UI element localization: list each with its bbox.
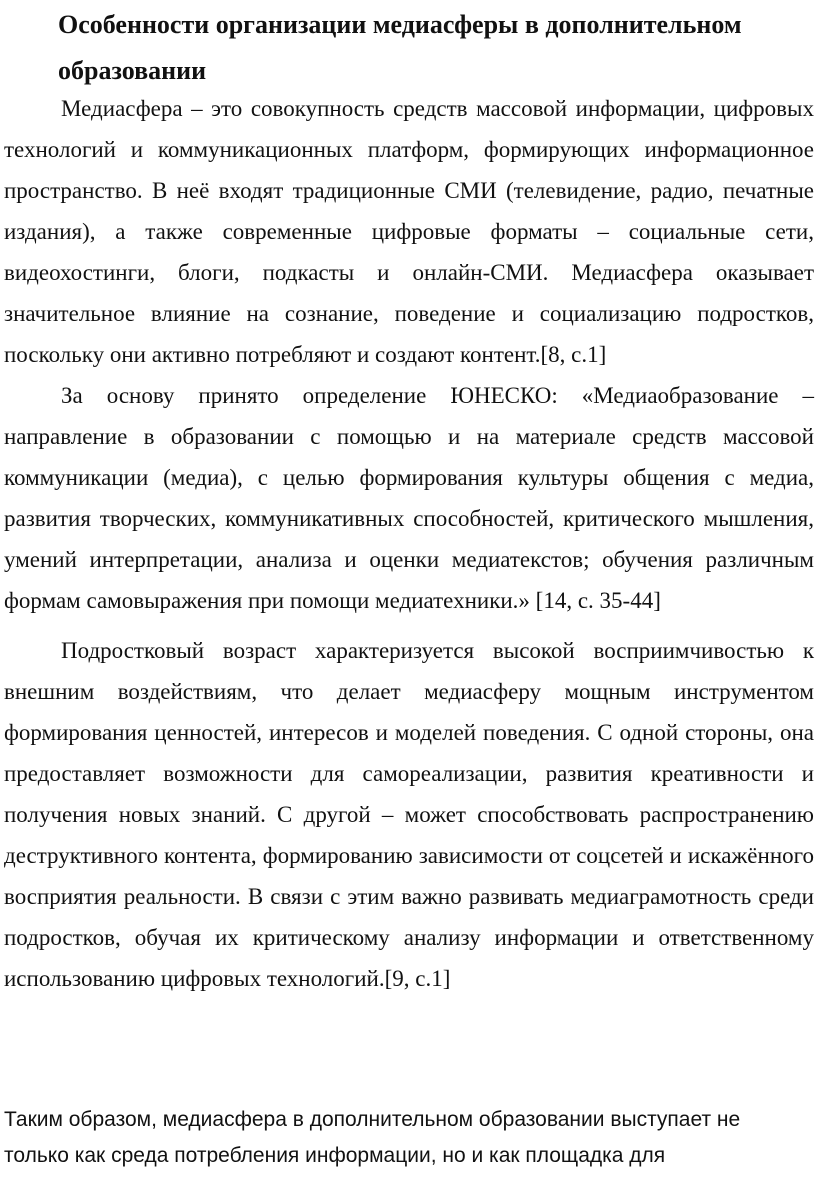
document-body [4, 88, 814, 999]
paragraph-media-sphere-definition: Медиасфера – это совокупность средств массовой информации, цифровых технологий и коммуникационных платформ, формирующих информационное пространство. В неё входят традиционные СМИ (телевидение, радио, печатные издания), а также современные цифровые форматы – социальные сети, видеохостинги, блоги, подкасты и онлайн-СМИ. Медиасфера оказывает значительное влияние на сознание, поведение и социализацию подростков, поскольку они активно потребляют и создают контент.[8, с.1] [4, 96, 814, 367]
paragraph-adolescent-age: Подростковый возраст характеризуется высокой восприимчивостью к внешним воздействиям, что делает медиасферу мощным инструментом формирования ценностей, интересов и моделей поведения. С одной стороны, она предоставляет возможности для самореализации, развития креативности и получения новых знаний. С другой – может способствовать распространению деструктивного контента, формированию зависимости от соцсетей и искажённого восприятия реальности. В связи с этим важно развивать медиаграмотность среди подростков, обучая их критическому анализу информации и ответственному использованию цифровых технологий.[9, с.1] [4, 638, 814, 991]
paragraph-conclusion: Таким образом, медиасфера в дополнительном образовании выступает не только как среда потребления информации, но и как площадка для [4, 1108, 741, 1167]
document-title: Особенности организации медиасферы в дополнительном образовании [58, 10, 742, 85]
paragraph-unesco-definition: За основу принято определение ЮНЕСКО: «Медиаобразование – направление в образовании с помощью и на материале средств массовой коммуникации (медиа), с целью формирования культуры общения с медиа, развития творческих, коммуникативных способностей, критического мышления, умений интерпретации, анализа и оценки медиатекстов; обучения различным формам самовыражения при помощи медиатехники.» [14, с. 35-44] [4, 383, 814, 613]
